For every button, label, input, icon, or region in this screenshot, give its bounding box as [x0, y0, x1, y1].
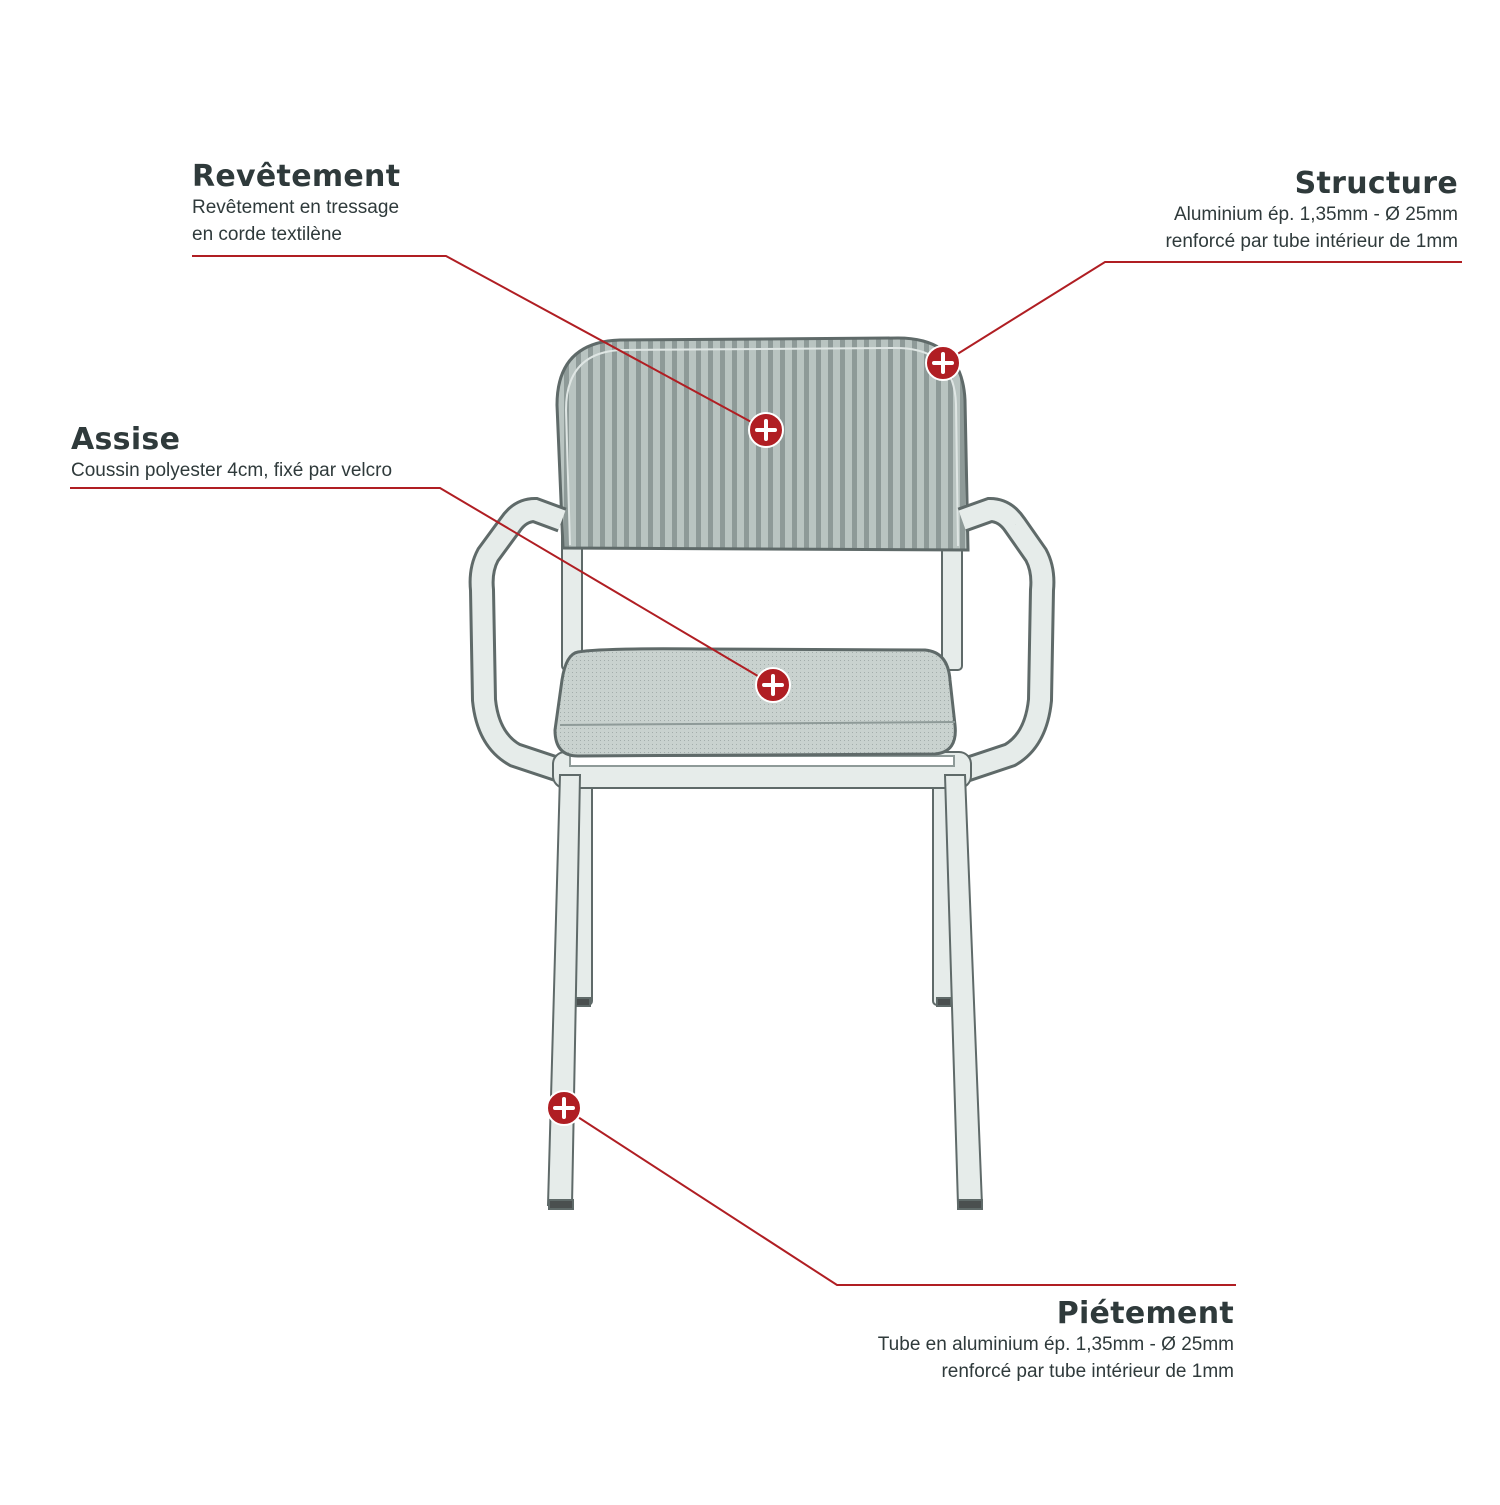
pietement-marker[interactable]	[547, 1091, 581, 1125]
pietement-desc-line2: renforcé par tube intérieur de 1mm	[941, 1361, 1234, 1382]
structure-leader-line	[943, 262, 1462, 363]
structure-desc-line1: Aluminium ép. 1,35mm - Ø 25mm	[1173, 204, 1458, 225]
rear-legs	[572, 760, 953, 1006]
structure-callout	[1165, 167, 1458, 255]
revetement-title: Revêtement	[192, 159, 401, 194]
assise-title: Assise	[71, 422, 181, 457]
front-legs	[548, 775, 982, 1209]
pietement-leader-line	[564, 1108, 1236, 1285]
structure-desc-line2: renforcé par tube intérieur de 1mm	[1165, 231, 1458, 252]
revetement-desc-line1: Revêtement en tressage	[192, 197, 400, 218]
seat-cushion	[555, 649, 955, 756]
pietement-desc-line1: Tube en aluminium ép. 1,35mm - Ø 25mm	[877, 1334, 1234, 1355]
pietement-title: Piétement	[1056, 1296, 1234, 1331]
revetement-callout	[192, 160, 400, 248]
seat-rail	[553, 752, 971, 788]
assise-marker[interactable]	[756, 668, 790, 702]
pietement-callout	[878, 1297, 1234, 1385]
assise-desc-line1: Coussin polyester 4cm, fixé par velcro	[71, 460, 393, 481]
assise-callout	[71, 423, 392, 484]
structure-marker[interactable]	[926, 346, 960, 380]
structure-title: Structure	[1294, 166, 1458, 201]
revetement-marker[interactable]	[749, 413, 783, 447]
revetement-desc-line2: en corde textilène	[192, 224, 342, 245]
